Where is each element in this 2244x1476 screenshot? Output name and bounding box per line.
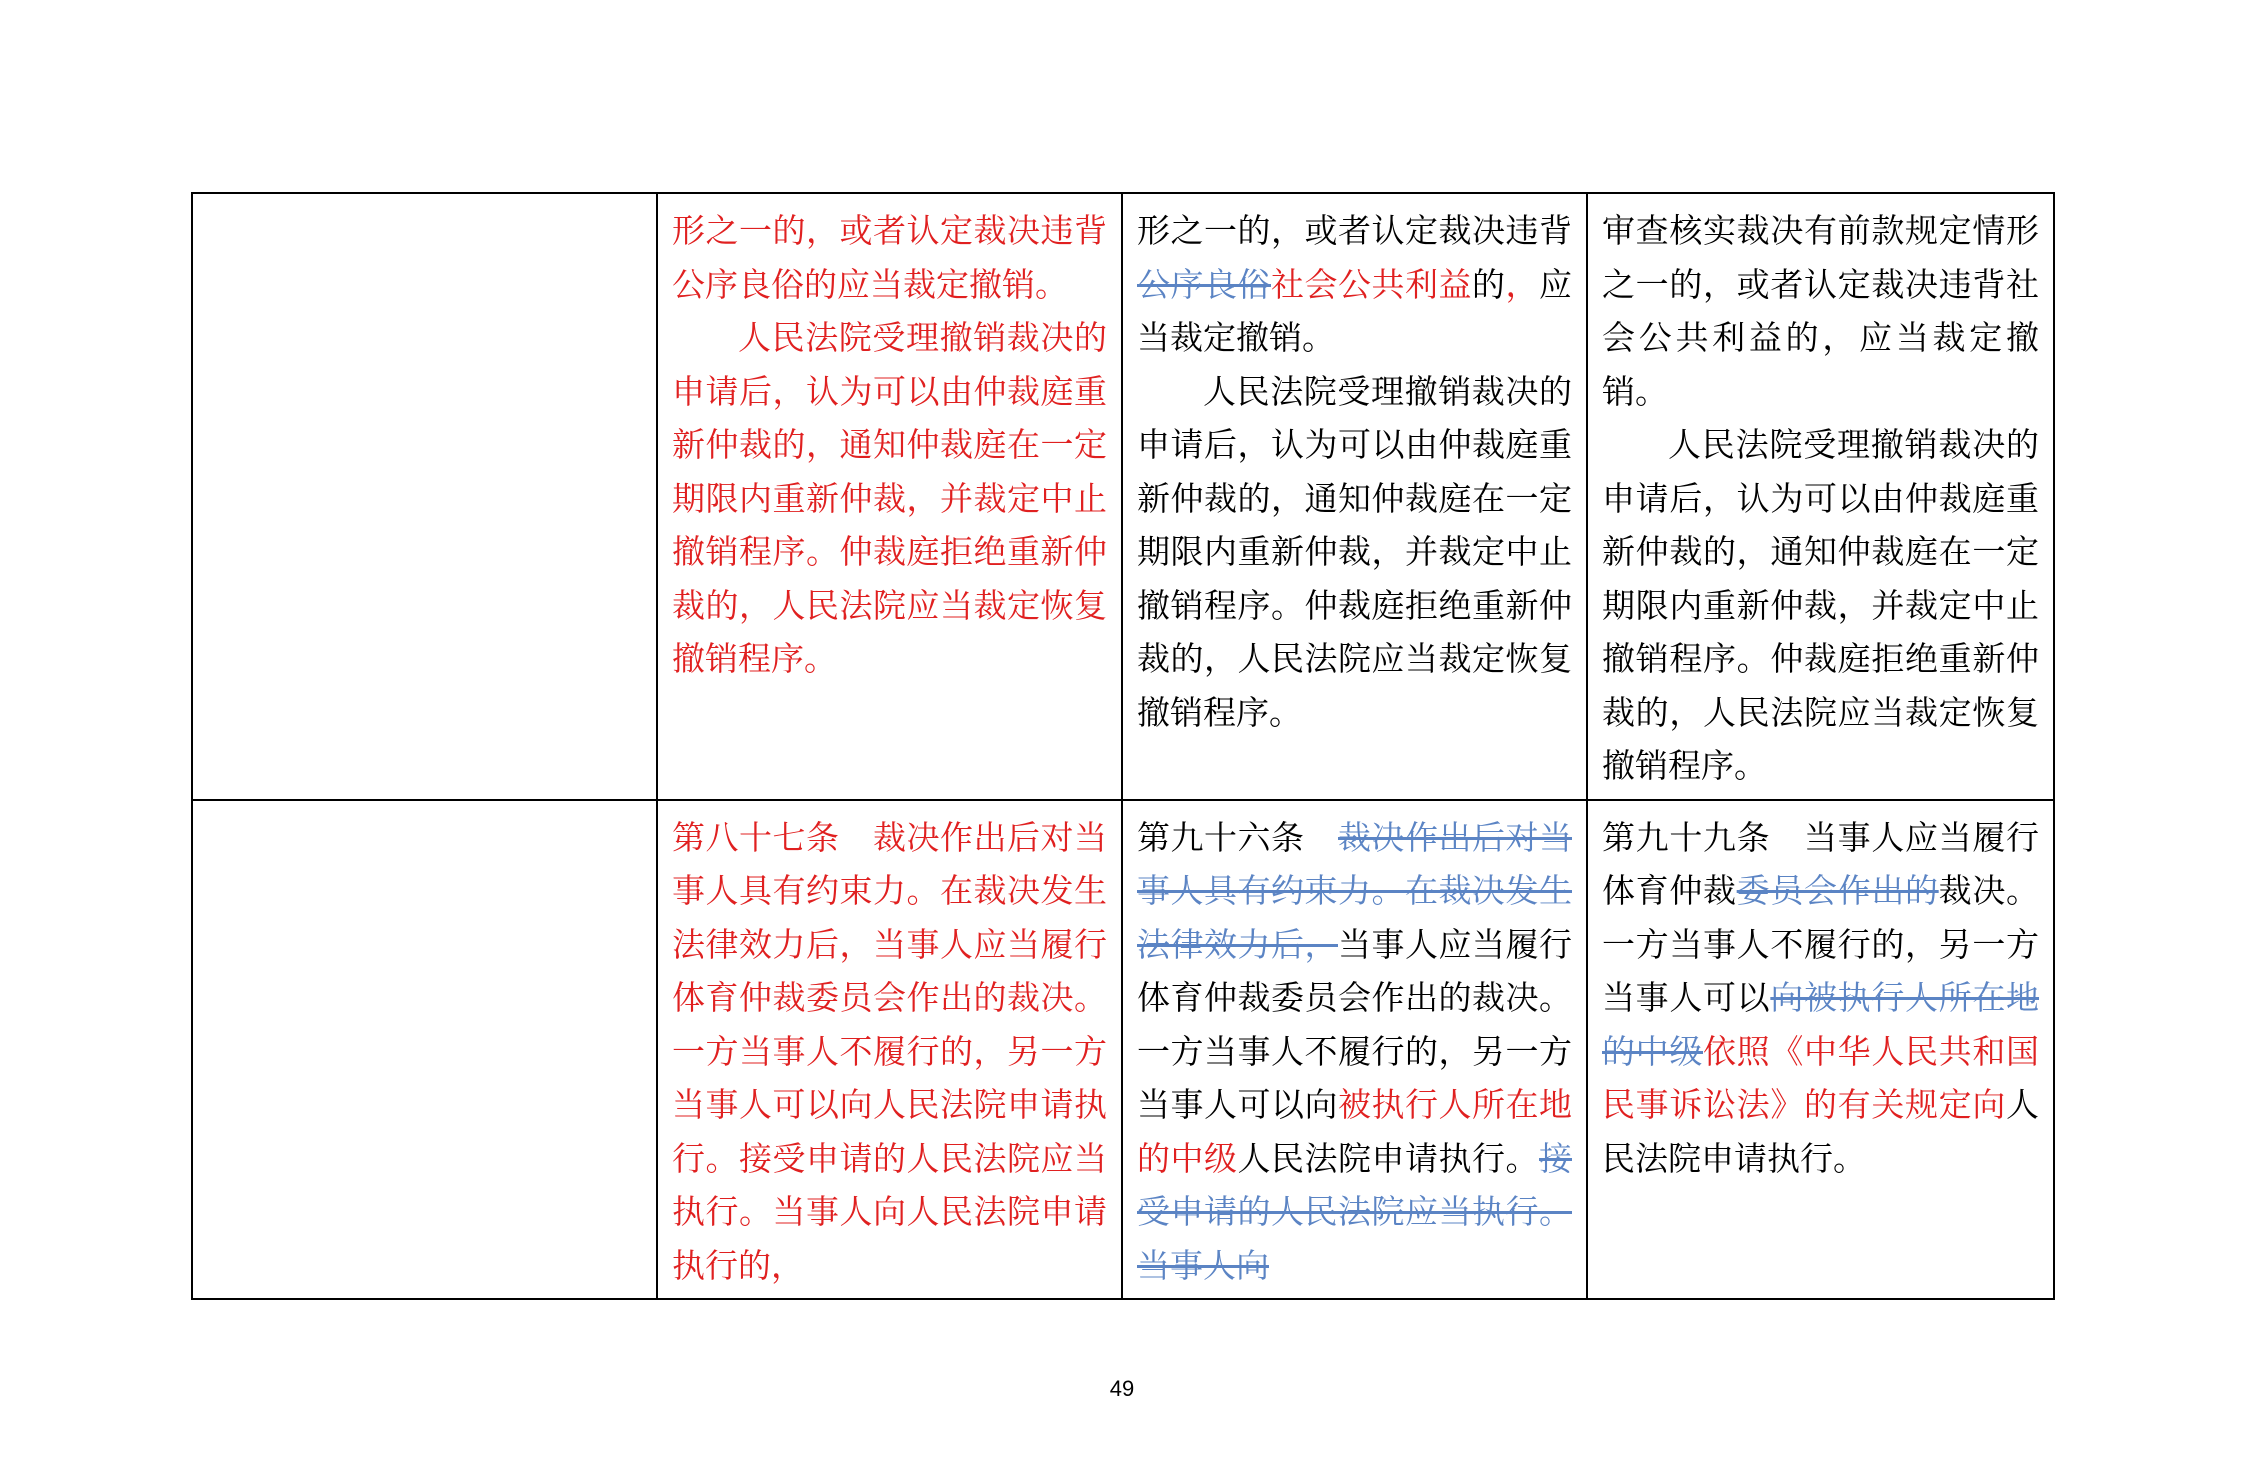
deleted-text: 公序良俗 <box>1137 264 1271 304</box>
row2-col4-cell <box>1587 800 2054 1300</box>
table-row <box>192 800 2054 1300</box>
row1-col1-cell <box>192 193 657 800</box>
row1-col4-cell <box>1587 193 2054 800</box>
text-run: 应当裁定撤销。 <box>1137 264 1572 357</box>
row1-col3-cell <box>1122 193 1587 800</box>
deleted-text: 向被执行人所在地的中级 <box>1602 978 2040 1071</box>
cell-paragraph <box>672 204 1107 311</box>
cell-paragraph <box>1137 811 1572 1293</box>
added-text: 依照《中华人民共和国民事诉讼法》的有关规定向 <box>1602 1031 2040 1124</box>
text-run: 形之一的，或者认定裁决违背 <box>1137 211 1572 250</box>
text-run: 人民法院申请执行。 <box>1602 1085 2039 1178</box>
added-text: 社会公共利益 <box>1271 264 1472 304</box>
text-run: 裁决。一方当事人不履行的，另一方当事人可以 <box>1602 871 2040 1017</box>
cell-paragraph <box>1137 365 1572 740</box>
cell-paragraph <box>1602 811 2039 1186</box>
cell-paragraph <box>672 811 1107 1293</box>
added-text: 人民法院受理撤销裁决的申请后，认为可以由仲裁庭重新仲裁的，通知仲裁庭在一定期限内重新仲裁，并裁定中止撤销程序。仲裁庭拒绝重新仲裁的，人民法院应当裁定恢复撤销程序。 <box>672 318 1107 678</box>
added-text: 被执行人所在地的中级 <box>1137 1085 1572 1178</box>
text-run: 人民法院申请执行。 <box>1237 1138 1539 1178</box>
row2-col1-cell <box>192 800 657 1300</box>
deleted-text: 委员会作出的 <box>1736 871 1939 910</box>
text-run: 的 <box>1472 264 1506 304</box>
added-text: 形之一的，或者认定裁决违背公序良俗的应当裁定撤销。 <box>672 211 1107 304</box>
deleted-text: 裁决作出后对当事人具有约束力。在裁决发生法律效力后， <box>1137 817 1572 964</box>
table-row <box>192 193 2054 800</box>
cell-paragraph <box>672 311 1107 686</box>
text-run: 当事人应当履行体育仲裁委员会作出的裁决。一方当事人不履行的，另一方当事人可以向 <box>1137 924 1572 1124</box>
added-text: ， <box>1505 264 1539 304</box>
page-number: 49 <box>1109 1376 1135 1401</box>
row1-col2-cell <box>657 193 1122 800</box>
text-run: 人民法院受理撤销裁决的申请后，认为可以由仲裁庭重新仲裁的，通知仲裁庭在一定期限内重新仲裁，并裁定中止撤销程序。仲裁庭拒绝重新仲裁的，人民法院应当裁定恢复撤销程序。 <box>1602 425 2039 785</box>
text-run: 第九十六条 <box>1137 817 1338 857</box>
text-run: 人民法院受理撤销裁决的申请后，认为可以由仲裁庭重新仲裁的，通知仲裁庭在一定期限内重新仲裁，并裁定中止撤销程序。仲裁庭拒绝重新仲裁的，人民法院应当裁定恢复撤销程序。 <box>1137 371 1572 732</box>
cell-paragraph <box>1602 418 2039 793</box>
added-text: 第八十七条 裁决作出后对当事人具有约束力。在裁决发生法律效力后，当事人应当履行体育仲裁委员会作出的裁决。一方当事人不履行的，另一方当事人可以向人民法院申请执行。接受申请的人民法院应当执行。当事人向人民法院申请执行的， <box>672 817 1107 1285</box>
row2-col3-cell <box>1122 800 1587 1300</box>
row2-col2-cell <box>657 800 1122 1300</box>
cell-paragraph <box>1602 204 2039 418</box>
text-run: 审查核实裁决有前款规定情形之一的，或者认定裁决违背社会公共利益的，应当裁定撤销。 <box>1602 211 2039 411</box>
text-run: 第九十九条 当事人应当履行体育仲裁 <box>1602 817 2039 910</box>
comparison-table <box>191 192 2055 1300</box>
cell-paragraph <box>1137 204 1572 365</box>
deleted-text: 接受申请的人民法院应当执行。当事人向 <box>1137 1138 1572 1285</box>
